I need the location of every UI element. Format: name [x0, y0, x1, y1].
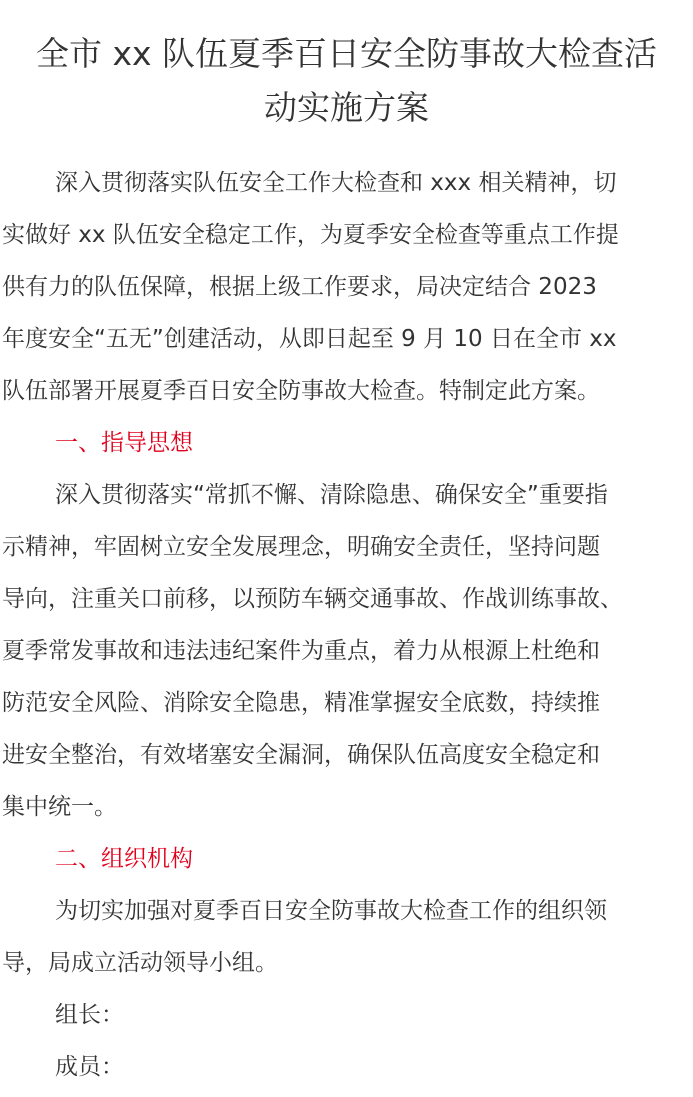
title-line-1: 全市 xx 队伍夏季百日安全防事故大检查活: [35, 34, 658, 73]
intro-line: 实做好 xx 队伍安全稳定工作，为夏季安全检查等重点工作提: [2, 222, 619, 248]
intro-line: 供有力的队伍保障，根据上级工作要求，局决定结合 2023: [2, 274, 597, 300]
section1-line: 进安全整治，有效堵塞安全漏洞，确保队伍高度安全稳定和: [2, 742, 600, 768]
section1-line: 示精神，牢固树立安全发展理念，明确安全责任，坚持问题: [2, 534, 600, 560]
intro-line: 年度安全“五无”创建活动，从即日起至 9 月 10 日在全市 xx: [2, 326, 617, 352]
section1-line: 深入贯彻落实“常抓不懈、清除隐患、确保安全”重要指: [55, 482, 608, 508]
section2-line: 导，局成立活动领导小组。: [2, 950, 278, 976]
section-heading-organization: 二、组织机构: [55, 846, 193, 872]
section1-line: 夏季常发事故和违法违纪案件为重点，着力从根源上杜绝和: [2, 638, 600, 664]
section1-line: 防范安全风险、消除安全隐患，精准掌握安全底数，持续推: [2, 690, 600, 716]
section2-line: 为切实加强对夏季百日安全防事故大检查工作的组织领: [55, 898, 607, 924]
intro-line: 队伍部署开展夏季百日安全防事故大检查。特制定此方案。: [2, 378, 600, 404]
section1-line: 集中统一。: [2, 794, 117, 820]
leader-label: 组长：: [55, 1002, 124, 1028]
section-heading-guiding-ideology: 一、指导思想: [55, 430, 193, 456]
member-label: 成员：: [55, 1054, 124, 1080]
document-title: [0, 27, 693, 135]
intro-line: 深入贯彻落实队伍安全工作大检查和 xxx 相关精神，切: [55, 170, 617, 196]
section1-line: 导向，注重关口前移，以预防车辆交通事故、作战训练事故、: [2, 586, 623, 612]
title-line-2: 动实施方案: [264, 88, 429, 127]
